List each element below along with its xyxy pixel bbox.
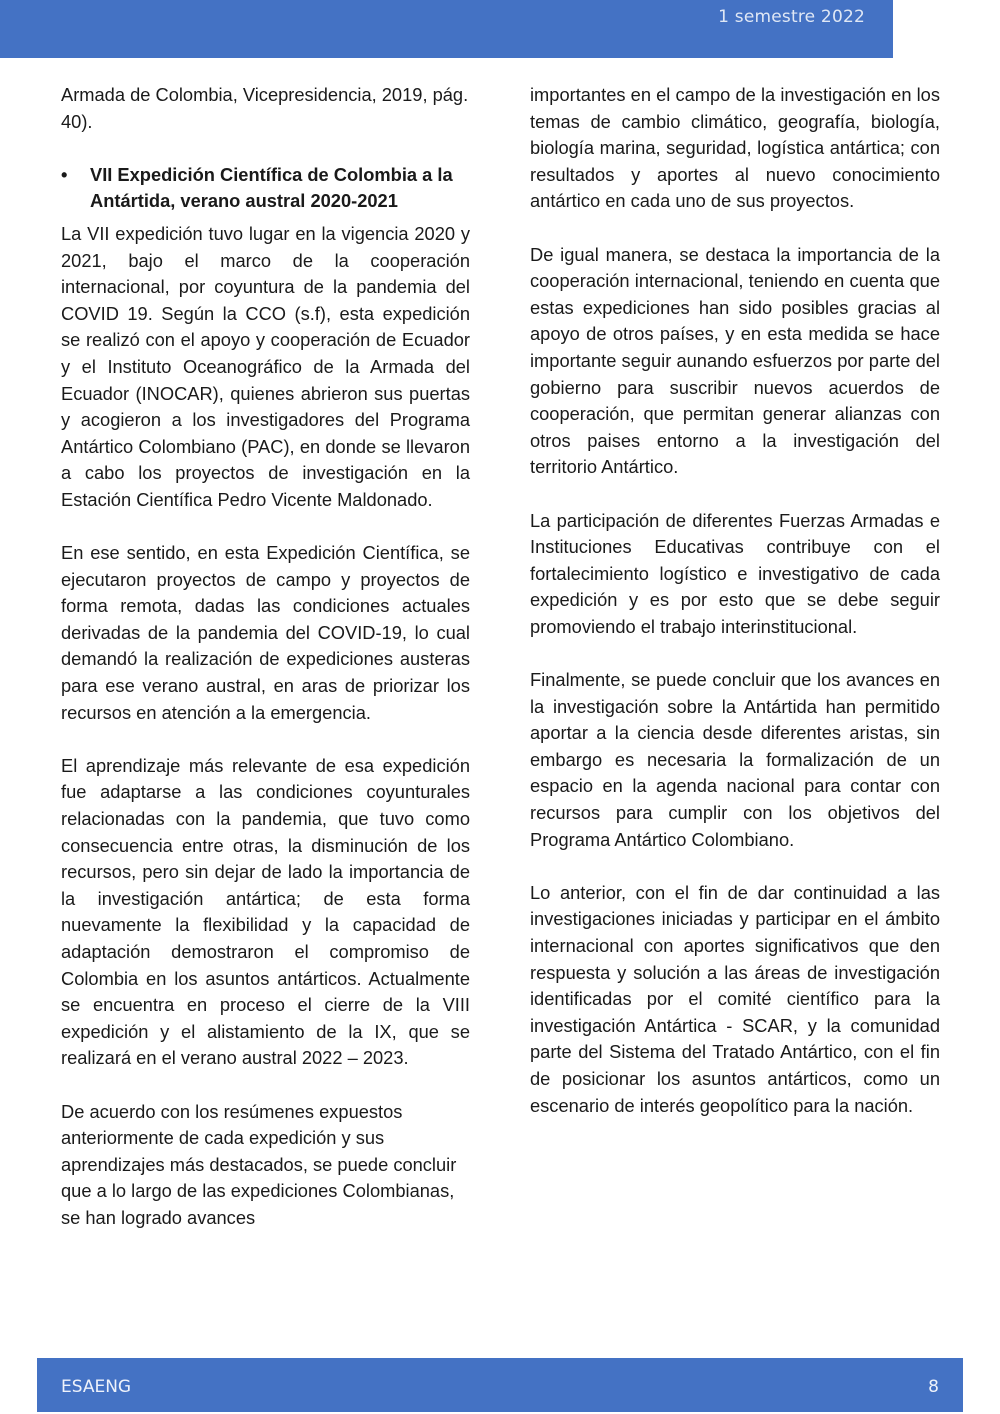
intro-paragraph: Armada de Colombia, Vicepresidencia, 2019, pág. 40). bbox=[61, 84, 469, 132]
body-paragraph: En ese sentido, en esta Expedición Científica, se ejecutaron proyectos de campo y proyectos de forma remota, dadas las condiciones actuales derivadas de la pandemia del COVID-19, lo cual demandó la realización de expediciones austeras para ese verano austral, en aras de priorizar los recursos en atención a la emergencia. bbox=[61, 542, 470, 723]
section-heading-text: VII Expedición Científica de Colombia a la Antártida, verano austral 2020-2021 bbox=[90, 163, 453, 212]
section-heading bbox=[61, 162, 470, 215]
body-paragraph: importantes en el campo de la investigación en los temas de cambio climático, geografía, biología, biología marina, seguridad, logística antártica; con resultados y aportes al nuevo conocimiento antártico en cada uno de sus proyectos. bbox=[530, 84, 940, 212]
body-paragraph: La participación de diferentes Fuerzas Armadas e Instituciones Educativas contribuye con el fortalecimiento logístico e investigativo de cada expedición y es por esto que se debe seguir promoviendo el trabajo interinstitucional. bbox=[530, 509, 940, 637]
left-column bbox=[61, 82, 470, 1258]
body-paragraph: El aprendizaje más relevante de esa expedición fue adaptarse a las condiciones coyunturales relacionadas con la pandemia, que tuvo como consecuencia entre otras, la disminución de los recursos, pero sin dejar de lado la importancia de la investigación antártica; de esta forma nuevamente la flexibilidad y la capacidad de adaptación demostraron el compromiso de Colombia en los asuntos antárticos. Actualmente se encuentra en proceso el cierre de la VIII expedición y el alistamiento de la IX, que se realizará en el verano austral 2022 – 2023. bbox=[61, 754, 470, 1069]
header-band bbox=[0, 0, 893, 58]
semester-label: 1 semestre 2022 bbox=[718, 7, 865, 27]
body-paragraph: Lo anterior, con el fin de dar continuidad a las investigaciones iniciadas y participar en el ámbito internacional con aportes significativos que den respuesta y solución a las áreas de investigación identificadas por el comité científico para la investigación Antártica - SCAR, y la comunidad parte del Sistema del Tratado Antártico, con el fin de posicionar los asuntos antárticos, como un escenario de interés geopolítico para la nación. bbox=[530, 881, 940, 1116]
body-paragraph: De igual manera, se destaca la importancia de la cooperación internacional, teniendo en cuenta que estas expediciones han sido posibles gracias al apoyo de otros países, y en esta medida se hace importante seguir aunando esfuerzos por parte del gobierno para suscribir nuevos acuerdos de cooperación, que permitan generar alianzas con otros paises entorno a la investigación del territorio Antártico. bbox=[530, 243, 940, 478]
body-paragraph: La VII expedición tuvo lugar en la vigencia 2020 y 2021, bajo el marco de la cooperación internacional, por coyuntura de la pandemia del COVID 19. Según la CCO (s.f), esta expedición se realizó con el apoyo y cooperación de Ecuador y el Instituto Oceanográfico de la Armada del Ecuador (INOCAR), quienes abrieron sus puertas y acogieron a los investigadores del Programa Antártico Colombiano (PAC), en donde se llevaron a cabo los proyectos de investigación en la Estación Científica Pedro Vicente Maldonado. bbox=[61, 222, 470, 510]
body-paragraph: Finalmente, se puede concluir que los avances en la investigación sobre la Antártida han permitido aportar a la ciencia desde diferentes aristas, sin embargo es necesaria la formalización de un espacio en la agenda nacional para contar con recursos para cumplir con los objetivos del Programa Antártico Colombiano. bbox=[530, 669, 940, 850]
right-column bbox=[530, 82, 940, 1146]
body-paragraph: De acuerdo con los resúmenes expuestos anteriormente de cada expedición y sus aprendizajes más destacados, se puede concluir que a lo largo de las expediciones Colombianas, se han logrado avances bbox=[61, 1100, 457, 1228]
page-number: 8 bbox=[928, 1377, 939, 1397]
bullet-icon bbox=[61, 162, 90, 189]
footer-band bbox=[37, 1358, 963, 1412]
footer-org-label: ESAENG bbox=[61, 1377, 132, 1397]
